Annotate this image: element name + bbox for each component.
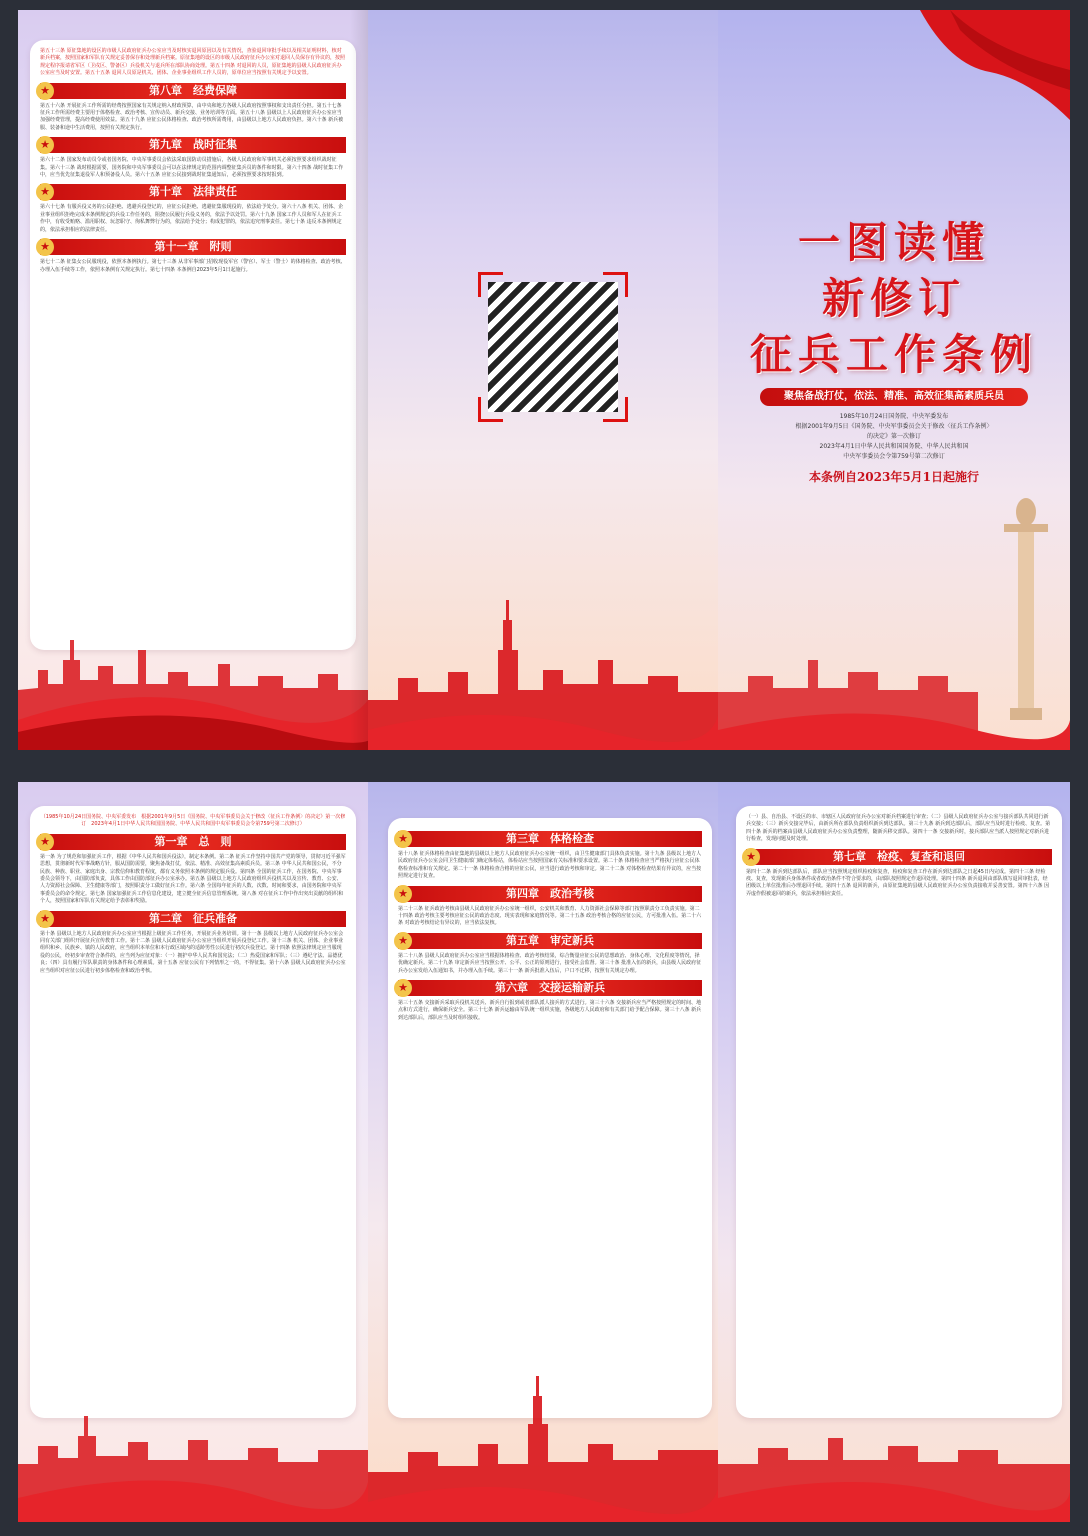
text-card — [30, 40, 356, 650]
frame-corner — [603, 397, 628, 422]
chapter-title: 第三章 体格检查 — [506, 832, 594, 845]
star-icon: ★ — [394, 830, 412, 848]
meta-line: 中央军事委员会令第759号第二次修订 — [843, 453, 945, 460]
cover-title-line: 新修订 — [821, 274, 966, 323]
frame-corner — [478, 272, 503, 297]
panel-left-bottom — [18, 782, 368, 1522]
chapter-body: 第二十八条 县级人民政府征兵办公室应当根据体格检查、政治考核结果，综合衡量应征公民的思想政治、身体心理、文化程度等情况，择优确定新兵。第二十九条 审定新兵应当按照公开、公平、公正的原则进行，接受社会监督。第三十条 批准入伍的新兵，由县级人民政府征兵办公室发给入伍通知书，并办理入伍手续。第三十一条 新兵批准入伍后，户口不迁移，按照有关规定办理。 — [398, 952, 702, 974]
panel-left-top — [18, 10, 368, 750]
brochure-outer-side — [18, 10, 1070, 750]
intro-text: 第五十三条 原征集地的设区的市级人民政府征兵办公室应当及时核实退回原因以及有关情况，查验退回审批手续以及相关证明材料，核对新兵档案，按照国家和军队有关规定妥善保存和处理新兵档案。原征集地的设区的市级人民政府征兵办公室对退回人员保存有异议的，按照规定程序报请省军区（卫戍区、警备区）兵役机关与退兵所在部队协商处理。第五十四条 对退回的人员，原征集地的县级人民政府征兵办公室应当及时安置。第五十五条 退回人员原是机关、团体、企业事业组织工作人员的，原单位应当按照有关规定予以安置。 — [40, 48, 346, 77]
star-icon: ★ — [394, 979, 412, 997]
chapter-heading — [40, 137, 346, 153]
chapter-title: 第十一章 附则 — [154, 240, 232, 254]
city-skyline-decoration — [18, 580, 368, 750]
star-icon: ★ — [36, 82, 54, 100]
star-icon: ★ — [36, 910, 54, 928]
chapter-body: 第一条 为了规范和加强征兵工作，根据《中华人民共和国兵役法》，制定本条例。第二条 征兵工作坚持中国共产党的领导，贯彻习近平强军思想，贯彻新时代军事战略方针，服从国防需要，聚焦备战打仗，依法、精准、高效征集高素质兵员。第三条 中华人民共和国公民，不分民族、种族、职业、家庭出身、宗教信仰和教育程度，都有义务依照本条例的规定服兵役。第四条 全国的征兵工作，在国务院、中央军事委员会领导下，由国防部负责，具体工作由国防部征兵办公室承办。第五条 县级以上地方人民政府组织兵役机关以及宣传、教育、公安、人力资源社会保障、卫生健康等部门，按照职责分工做好征兵工作。第六条 全国每年征兵的人数、次数、时间和要求，由国务院和中央军事委员会的命令规定。第七条 国家加强征兵工作信息化建设，建立健全征兵信息管理系统。第八条 对在征兵工作中作出突出贡献的组织和个人，按照国家和军队有关规定给予表彰和奖励。 — [40, 853, 346, 905]
chapter-heading — [40, 83, 346, 99]
chapter-heading — [398, 831, 702, 847]
chapter-title: 第六章 交接运输新兵 — [495, 981, 605, 995]
chapter-title: 第八章 经费保障 — [149, 83, 237, 97]
star-icon: ★ — [36, 833, 54, 851]
chapter-body: 第六十二条 国家发布动员令或者国务院、中央军事委员会依法采取国防动员措施后，各级人民政府和军事机关必须按照要求组织战时征集。第六十三条 战时根据需要，国务院和中央军事委员会可以在法律规定的范围内调整征集兵员的条件和时限。第六十四条 战时征集工作中，应当优先征集退役军人和预备役人员。第六十五条 应征公民接到战时征集通知后，必须按照要求按时报到。 — [40, 157, 344, 179]
panel-middle-bottom — [368, 782, 718, 1522]
header-note: （1985年10月24日国务院、中央军委发布 根据2001年9月5日《国务院、中央军事委员会关于修改〈征兵工作条例〉的决定》第一次修订 2023年4月1日中华人民共和国国务院、中华人民共和国中央军事委员会令第759号第二次修订） — [40, 814, 346, 828]
panel-middle-top — [368, 10, 718, 750]
chapter-body: 第六十七条 有服兵役义务的公民拒绝、逃避兵役登记的，应征公民拒绝、逃避征集服现役的，依法给予处分。第六十八条 机关、团体、企业事业组织拒绝完成本条例规定的兵役工作任务的，阻挠公民履行兵役义务的，依法予以处罚。第六十九条 国家工作人员和军人在征兵工作中，有收受贿赂、滥用职权、玩忽职守、徇私舞弊行为的，依法给予处分；构成犯罪的，依法追究刑事责任。第七十条 违反本条例规定的，依法承担相应的法律责任。 — [40, 204, 344, 233]
chapter-heading — [398, 886, 702, 902]
brochure-inner-side — [18, 782, 1070, 1522]
star-icon: ★ — [36, 183, 54, 201]
chapter-body: 第二十三条 征兵政治考核由县级人民政府征兵办公室统一组织，公安机关和教育、人力资源社会保障等部门按照职责分工负责实施。第二十四条 政治考核主要考核应征公民的政治态度、现实表现和家庭情况等。第二十五条 政治考核合格的应征公民，方可批准入伍。第二十六条 对政治考核结论有异议的，应当依法复核。 — [398, 905, 702, 927]
red-flag-decoration — [880, 10, 1070, 120]
qr-code-icon — [488, 282, 618, 412]
chapter-heading — [40, 834, 346, 850]
star-icon: ★ — [36, 238, 54, 256]
panel-cover — [718, 10, 1070, 750]
effective-date: 本条例自2023年5月1日起施行 — [808, 470, 980, 484]
cover-subtitle: 聚焦备战打仗，依法、精准、高效征集高素质兵员 — [760, 388, 1028, 406]
chapter-body: 第七十二条 征集女公民服现役，依照本条例执行。第七十三条 从非军事部门招收现役军官（警官）、军士（警士）的体格检查、政治考核、办理入伍手续等工作，依照本条例有关规定执行。第七十四条 本条例自2023年5月1日起施行。 — [40, 259, 346, 273]
intro-text: （一）县、自治县、不设区的市、市辖区人民政府征兵办公室对新兵档案进行审查；（二）县级人民政府征兵办公室与接兵部队共同进行新兵交接；（三）新兵交接完毕后，由新兵所在部队负责组织新兵到达部队。第三十九条 新兵到达部队后，部队应当及时进行检疫、复查。第四十条 新兵的档案由县级人民政府征兵办公室负责整理，随新兵移交部队。第四十一条 交接新兵时，接兵部队应当派人按照规定对新兵进行检查，发现问题及时处理。 — [746, 814, 1051, 843]
frame-corner — [603, 272, 628, 297]
star-icon: ★ — [394, 932, 412, 950]
city-skyline-decoration — [718, 1352, 1070, 1522]
qr-code-placeholder — [478, 272, 628, 422]
text-card — [388, 818, 712, 1418]
chapter-heading — [746, 849, 1052, 865]
chapter-heading — [40, 184, 346, 200]
chapter-title: 第七章 检疫、复查和退回 — [833, 849, 965, 863]
chapter-body: 第三十五条 交接新兵采取兵役机关送兵、新兵自行报到或者部队派人接兵的方式进行。第三十六条 交接新兵应当严格按照规定的时间、地点和方式进行，确保新兵安全。第三十七条 新兵运输由军队统一组织实施，各级地方人民政府和有关部门给予配合保障。第三十八条 新兵到达部队后，部队应当及时组织接收。 — [398, 1000, 702, 1021]
meta-line: 1985年10月24日国务院、中央军委发布 — [839, 413, 949, 420]
fold-shadow — [350, 10, 368, 750]
panel-right-bottom — [718, 782, 1070, 1522]
chapter-title: 第二章 征兵准备 — [149, 911, 237, 925]
text-card — [30, 806, 356, 1418]
chapter-heading — [40, 239, 346, 255]
cover-title-line: 一图读懂 — [797, 218, 990, 267]
chapter-title: 第五章 审定新兵 — [506, 933, 594, 947]
star-icon: ★ — [36, 136, 54, 154]
city-skyline-decoration — [368, 1352, 718, 1522]
frame-corner — [478, 397, 503, 422]
cover-title-line: 征兵工作条例 — [749, 330, 1038, 379]
city-skyline-decoration — [718, 580, 1070, 750]
chapter-body: 第五十六条 开展征兵工作所需的经费按照国家有关规定纳入财政预算，由中央和地方各级人民政府按照事权和支出责任分担。第五十七条 征兵工作所需经费主要用于体格检查、政治考核、宣传动员、新兵交接、业务培训等方面。第五十八条 县级以上人民政府征兵办公室应当加强经费管理，提高经费使用效益。第五十九条 应征公民体格检查、政治考核所需费用，由县级以上地方人民政府负担。第六十条 新兵被服、装备和途中生活费用，按照有关规定执行。 — [40, 102, 344, 131]
meta-line: 2023年4月1日中华人民共和国国务院、中华人民共和国 — [819, 443, 969, 450]
chapter-body: 第十条 县级以上地方人民政府征兵办公室应当根据上级征兵工作任务，开展征兵业务培训。第十一条 县级以上地方人民政府征兵办公室会同有关部门组织开展征兵宣传教育工作。第十二条 县级人民政府征兵办公室应当组织开展兵役登记工作。第十三条 机关、团体、企业事业组织和乡、民族乡、镇的人民政府，应当组织本单位和本行政区域内的适龄男性公民进行初次兵役登记。第十四条 依照法律规定应当服现役的公民，经初步审查符合条件的，应当列为应征对象：（一）拥护中华人民共和国宪法；（二）热爱国家和军队；（三）遵纪守法、品德优良；（四）具有履行军队职责的身体条件和心理素质。第十五条 应征公民有下列情形之一的，不得征集。第十六条 县级人民政府征兵办公室应当组织对应征公民进行初步体格检查和政治考核。 — [40, 930, 346, 974]
chapter-body: 第十八条 征兵体格检查由征集地的县级以上地方人民政府征兵办公室统一组织，由卫生健康部门具体负责实施。第十九条 县级以上地方人民政府征兵办公室会同卫生健康部门确定体检站，体检站应当按照国家有关标准和要求设置。第二十条 体格检查应当严格执行应征公民体格检查标准和有关规定。第二十一条 体格检查合格的应征公民，应当进行政治考核和审定。第二十二条 对体格检查结果有异议的，应当按照规定进行复查。 — [398, 851, 702, 880]
star-icon: ★ — [742, 848, 760, 866]
cover-meta — [718, 412, 1070, 462]
city-skyline-decoration — [18, 1352, 368, 1522]
chapter-title: 第十章 法律责任 — [149, 185, 237, 199]
city-skyline-decoration — [368, 580, 718, 750]
chapter-title: 第九章 战时征集 — [149, 138, 237, 152]
star-icon: ★ — [394, 885, 412, 903]
chapter-heading — [398, 933, 702, 949]
chapter-heading — [40, 911, 346, 927]
chapter-heading — [398, 980, 702, 996]
chapter-body: 第四十二条 新兵到达部队后，部队应当按照规定组织检疫和复查，检疫和复查工作在新兵到达部队之日起45日内完成。第四十三条 经检疫、复查，发现新兵身体条件或者政治条件不符合要求的，由部队按照规定作退回处理。第四十四条 新兵退回由部队填写退回审批表，经团级以上单位批准后办理退回手续。第四十五条 退回的新兵，由原征集地的县级人民政府征兵办公室负责接收并妥善安置。第四十六条 因弄虚作假被退回的新兵，依法承担相应责任。 — [746, 868, 1050, 897]
meta-line: 根据2001年9月5日《国务院、中央军事委员会关于修改〈征兵工作条例〉 — [795, 423, 993, 430]
text-card — [736, 806, 1062, 1418]
meta-line: 的决定》第一次修订 — [866, 433, 921, 440]
chapter-title: 第一章 总 则 — [154, 834, 232, 848]
chapter-title: 第四章 政治考核 — [506, 886, 594, 900]
